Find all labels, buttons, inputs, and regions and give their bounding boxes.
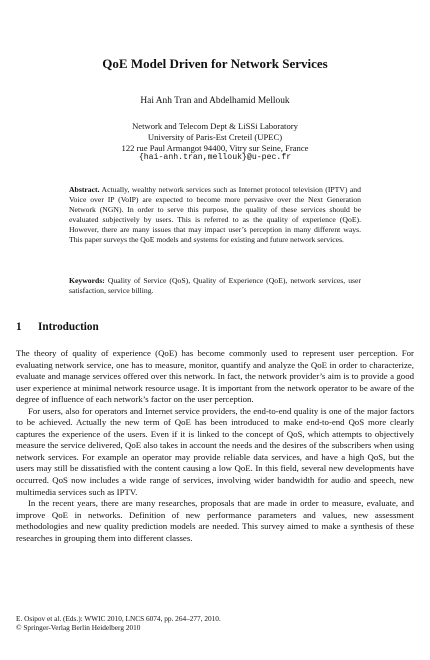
abstract — [69, 185, 361, 245]
affiliation-line: 122 rue Paul Armangot 94400, Vitry sur Seine, France — [121, 142, 309, 153]
section-body — [16, 348, 414, 544]
affiliation-block — [0, 121, 430, 164]
body-paragraph: The theory of quality of experience (QoE) has become commonly used to represent user perception. For evaluating network service, one has to measure, monitor, quantify and analyze the QoE in order to characterize, evaluate and manage services offered over this network. In fact, the network provider’s aim is to provide a good user experience at minimal network resource usage. It is important from the network operator to be aware of the degree of influence of each network’s factor on the user perception. — [16, 348, 414, 405]
affiliation-line: Network and Telecom Dept & LiSSi Laboratory — [132, 121, 298, 131]
abstract-text: Actually, wealthy network services such as Internet protocol television (IPTV) and Voice over IP (VoIP) are expected to become more pervasive over the Next Generation Network (NGN). In order to serve this purpose, the quality of these services should be evaluated subjectively by users. This is referred to as the quality of experience (QoE). However, there are many issues that may impact user’s perception in many different ways. This paper surveys the QoE models and systems for existing and future network services. — [69, 185, 361, 244]
author-email: {hai-anh.tran,mellouk}@u-pec.fr — [138, 153, 292, 163]
keywords — [69, 276, 361, 296]
body-paragraph: In the recent years, there are many researches, proposals that are made in order to measure, evaluate, and improve QoE in networks. Definition of new performance parameters and values, new assessment methodologies and new quality prediction models are needed. This survey aimed to make a synthesis of these researches in grouping them into different classes. — [16, 498, 414, 543]
affiliation-line: University of Paris-Est Creteil (UPEC) — [147, 131, 283, 142]
keywords-text: Quality of Service (QoS), Quality of Experience (QoE), network services, user satisfaction, service billing. — [69, 276, 362, 295]
abstract-label: Abstract. — [69, 185, 100, 194]
section-number: 1 — [16, 321, 22, 333]
author-list: Hai Anh Tran and Abdelhamid Mellouk — [140, 96, 290, 106]
publication-footer — [16, 614, 414, 632]
section-title: Introduction — [38, 321, 99, 333]
copyright-line: © Springer-Verlag Berlin Heidelberg 2010 — [16, 623, 141, 633]
body-paragraph: For users, also for operators and Internet service providers, the end-to-end quality is one of the major factors to be achieved. Actually the new term of QoE has been introduced to make end-to-end QoS more clearly captures the experience of the users. Even if it is linked to the concept of QoS, which attempts to objectively measure the service delivered, QoE also takes in account the needs and the desires of the subscribers when using network services. For example an operator may provide reliable data services, and have a high QoS, but the users may still be dissatisfied with the content causing a low QoE. In this field, several new developments have occurred. QoS now includes a wide range of services, involving wider bandwidth for audio and speech, new multimedia services such as IPTV. — [16, 405, 414, 497]
paper-title: QoE Model Driven for Network Services — [102, 56, 328, 71]
keywords-label: Keywords: — [69, 276, 105, 285]
section-heading — [16, 321, 99, 333]
citation-line: E. Osipov et al. (Eds.): WWIC 2010, LNCS 6074, pp. 264–277, 2010. — [16, 614, 221, 623]
